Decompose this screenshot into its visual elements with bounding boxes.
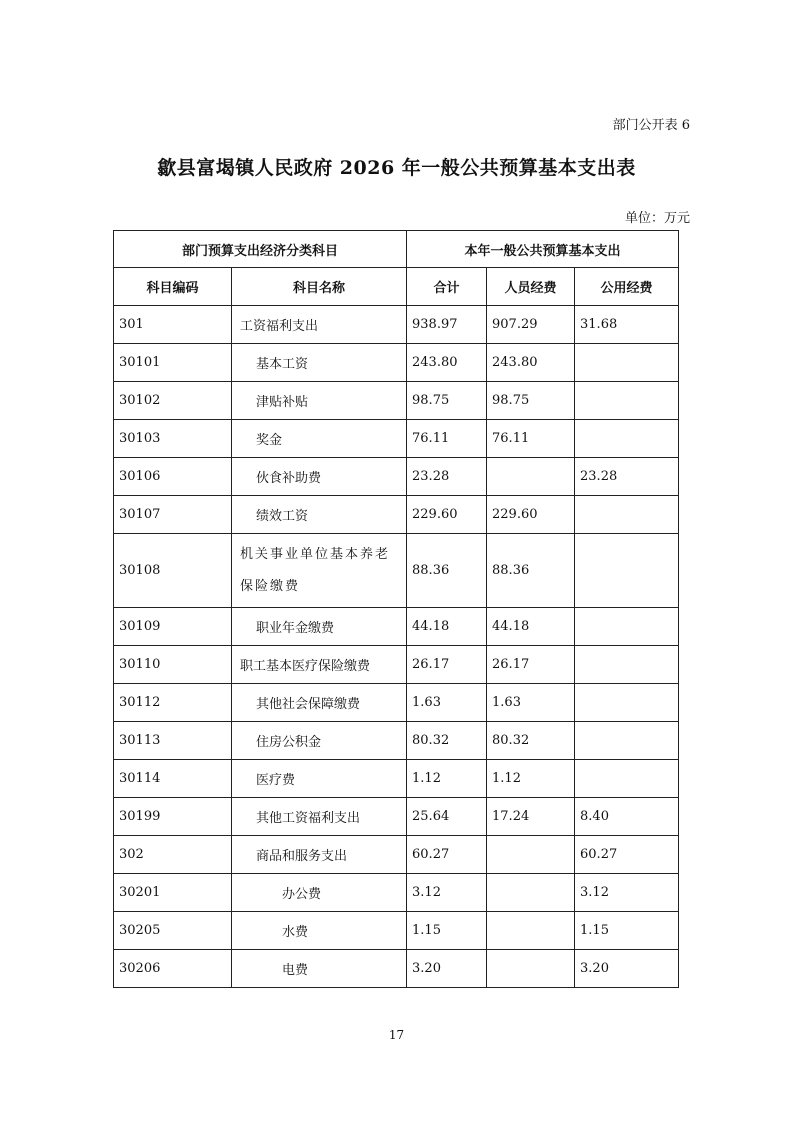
budget-table	[113, 230, 679, 988]
cell-personnel: 1.63	[487, 684, 575, 722]
cell-total: 938.97	[407, 306, 487, 344]
cell-public: 31.68	[575, 306, 679, 344]
table-row	[114, 534, 679, 608]
cell-personnel	[487, 912, 575, 950]
column-header-name: 科目名称	[232, 268, 407, 306]
table-row	[114, 912, 679, 950]
cell-code: 30113	[114, 722, 232, 760]
cell-public	[575, 382, 679, 420]
cell-name: 津贴补贴	[232, 382, 407, 420]
table-row	[114, 684, 679, 722]
table-row	[114, 382, 679, 420]
cell-personnel: 80.32	[487, 722, 575, 760]
cell-public	[575, 344, 679, 382]
cell-total: 88.36	[407, 534, 487, 608]
cell-total: 3.12	[407, 874, 487, 912]
cell-public	[575, 496, 679, 534]
cell-name: 水费	[232, 912, 407, 950]
cell-name: 电费	[232, 950, 407, 988]
cell-name: 办公费	[232, 874, 407, 912]
column-header-code: 科目编码	[114, 268, 232, 306]
cell-name: 职业年金缴费	[232, 608, 407, 646]
cell-total: 98.75	[407, 382, 487, 420]
cell-total: 25.64	[407, 798, 487, 836]
table-row	[114, 306, 679, 344]
cell-total: 44.18	[407, 608, 487, 646]
column-header-public: 公用经费	[575, 268, 679, 306]
cell-personnel: 1.12	[487, 760, 575, 798]
cell-public	[575, 608, 679, 646]
cell-personnel	[487, 874, 575, 912]
cell-code: 30107	[114, 496, 232, 534]
cell-code: 30199	[114, 798, 232, 836]
table-row	[114, 722, 679, 760]
cell-public: 8.40	[575, 798, 679, 836]
table-row	[114, 798, 679, 836]
table-row	[114, 950, 679, 988]
cell-total: 243.80	[407, 344, 487, 382]
group-header-classification: 部门预算支出经济分类科目	[114, 231, 407, 268]
cell-public: 23.28	[575, 458, 679, 496]
cell-personnel: 76.11	[487, 420, 575, 458]
cell-public	[575, 534, 679, 608]
table-group-header-row	[114, 231, 679, 268]
cell-code: 30108	[114, 534, 232, 608]
cell-name: 其他社会保障缴费	[232, 684, 407, 722]
cell-public: 3.12	[575, 874, 679, 912]
cell-name: 职工基本医疗保险缴费	[232, 646, 407, 684]
cell-personnel	[487, 458, 575, 496]
cell-total: 76.11	[407, 420, 487, 458]
cell-personnel: 229.60	[487, 496, 575, 534]
form-number: 部门公开表 6	[612, 118, 690, 133]
cell-total: 1.15	[407, 912, 487, 950]
cell-code: 301	[114, 306, 232, 344]
cell-code: 30101	[114, 344, 232, 382]
cell-total: 3.20	[407, 950, 487, 988]
table-row	[114, 646, 679, 684]
cell-code: 302	[114, 836, 232, 874]
cell-total: 1.63	[407, 684, 487, 722]
cell-code: 30112	[114, 684, 232, 722]
cell-personnel: 88.36	[487, 534, 575, 608]
cell-code: 30114	[114, 760, 232, 798]
page-number: 17	[388, 1028, 405, 1042]
cell-name: 绩效工资	[232, 496, 407, 534]
cell-public	[575, 420, 679, 458]
cell-name: 伙食补助费	[232, 458, 407, 496]
cell-public	[575, 760, 679, 798]
cell-code: 30205	[114, 912, 232, 950]
cell-name: 商品和服务支出	[232, 836, 407, 874]
cell-personnel: 17.24	[487, 798, 575, 836]
cell-name: 基本工资	[232, 344, 407, 382]
cell-name: 工资福利支出	[232, 306, 407, 344]
cell-personnel	[487, 950, 575, 988]
cell-code: 30201	[114, 874, 232, 912]
cell-code: 30206	[114, 950, 232, 988]
cell-public: 1.15	[575, 912, 679, 950]
cell-public	[575, 722, 679, 760]
table-row	[114, 874, 679, 912]
table-row	[114, 608, 679, 646]
table-row	[114, 836, 679, 874]
cell-name: 机关事业单位基本养老保险缴费	[232, 534, 407, 608]
cell-personnel: 98.75	[487, 382, 575, 420]
group-header-basic-expenditure: 本年一般公共预算基本支出	[407, 231, 679, 268]
cell-name: 医疗费	[232, 760, 407, 798]
cell-public	[575, 646, 679, 684]
cell-code: 30106	[114, 458, 232, 496]
table-row	[114, 344, 679, 382]
cell-code: 30110	[114, 646, 232, 684]
cell-name: 住房公积金	[232, 722, 407, 760]
cell-personnel: 243.80	[487, 344, 575, 382]
cell-public	[575, 684, 679, 722]
cell-total: 26.17	[407, 646, 487, 684]
column-header-total: 合计	[407, 268, 487, 306]
cell-total: 80.32	[407, 722, 487, 760]
cell-code: 30102	[114, 382, 232, 420]
table-row	[114, 458, 679, 496]
cell-public: 60.27	[575, 836, 679, 874]
cell-total: 1.12	[407, 760, 487, 798]
table-column-header-row	[114, 268, 679, 306]
table-row	[114, 496, 679, 534]
cell-public: 3.20	[575, 950, 679, 988]
cell-code: 30103	[114, 420, 232, 458]
cell-personnel: 26.17	[487, 646, 575, 684]
cell-personnel: 907.29	[487, 306, 575, 344]
table-row	[114, 760, 679, 798]
cell-total: 60.27	[407, 836, 487, 874]
column-header-personnel: 人员经费	[487, 268, 575, 306]
cell-personnel	[487, 836, 575, 874]
unit-label: 单位：万元	[624, 211, 690, 226]
cell-personnel: 44.18	[487, 608, 575, 646]
table-row	[114, 420, 679, 458]
cell-name: 其他工资福利支出	[232, 798, 407, 836]
cell-code: 30109	[114, 608, 232, 646]
cell-total: 229.60	[407, 496, 487, 534]
cell-total: 23.28	[407, 458, 487, 496]
cell-name: 奖金	[232, 420, 407, 458]
page-title: 歙县富堨镇人民政府 2026 年一般公共预算基本支出表	[157, 157, 636, 179]
